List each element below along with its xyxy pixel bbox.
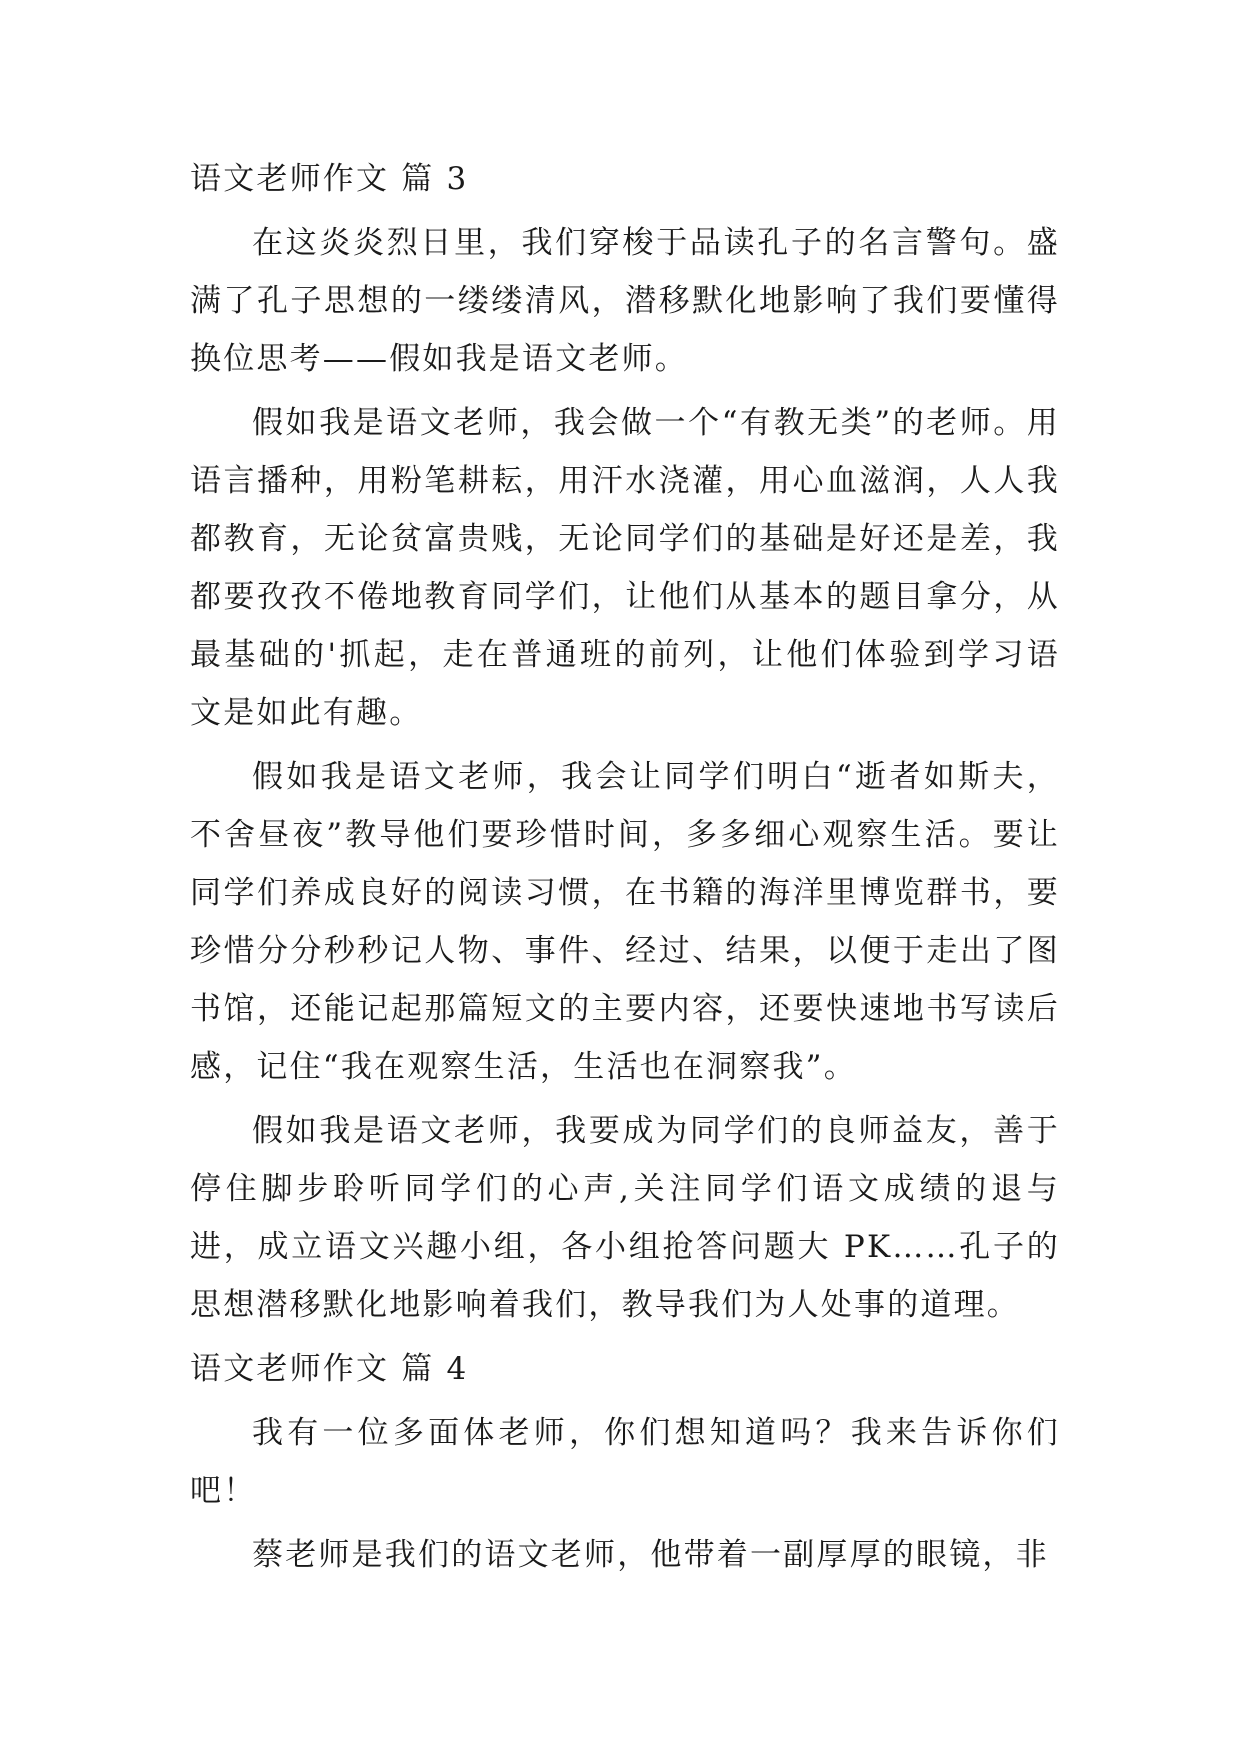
paragraph: 我有一位多面体老师，你们想知道吗？我来告诉你们吧！ [190,1415,1060,1509]
paragraph: 假如我是语文老师，我会做一个“有教无类”的老师。用语言播种，用粉笔耕耘，用汗水浇灌，用心血滋润，人人我都教育，无论贫富贵贱，无论同学们的基础是好还是差，我都要孜孜不倦地教育同学们，让他们从基本的题目拿分，从最基础的'抓起，走在普通班的前列，让他们体验到学习语文是如此有趣。 [190,405,1060,731]
paragraph: 假如我是语文老师，我要成为同学们的良师益友，善于停住脚步聆听同学们的心声,关注同学们语文成绩的退与进，成立语文兴趣小组，各小组抢答问题大 PK……孔子的思想潜移默化地影响着我们，教导我们为人处事的道理。 [190,1113,1060,1323]
paragraph: 蔡老师是我们的语文老师，他带着一副厚厚的眼镜，非 [252,1537,1049,1573]
essay-section-3 [190,150,1060,1334]
paragraph: 在这炎炎烈日里，我们穿梭于品读孔子的名言警句。盛满了孔子思想的一缕缕清风，潜移默化地影响了我们要懂得换位思考——假如我是语文老师。 [190,225,1060,377]
section-heading: 语文老师作文 篇 3 [190,161,469,197]
document-body [190,150,1060,1590]
section-heading: 语文老师作文 篇 4 [190,1351,469,1387]
essay-section-4 [190,1340,1060,1584]
paragraph: 假如我是语文老师，我会让同学们明白“逝者如斯夫，不舍昼夜”教导他们要珍惜时间，多多细心观察生活。要让同学们养成良好的阅读习惯，在书籍的海洋里博览群书，要珍惜分分秒秒记人物、事件、经过、结果，以便于走出了图书馆，还能记起那篇短文的主要内容，还要快速地书写读后感，记住“我在观察生活，生活也在洞察我”。 [190,759,1060,1085]
